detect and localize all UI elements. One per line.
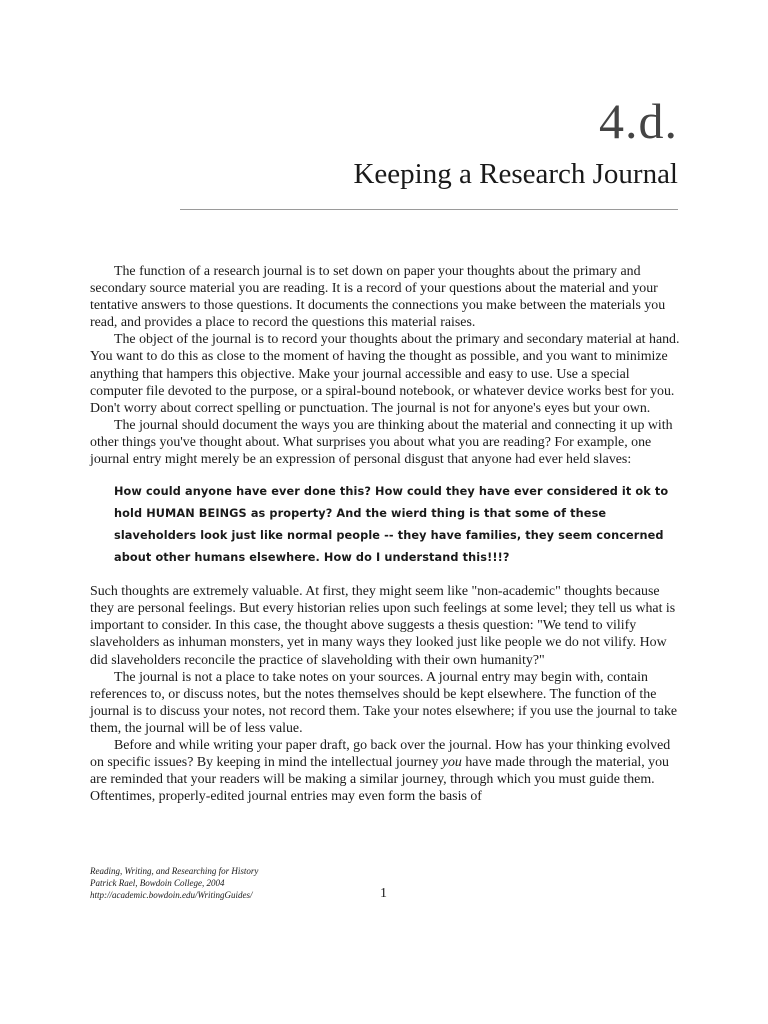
- footer-credits: [90, 865, 258, 901]
- footer-book-title: Reading, Writing, and Researching for History: [90, 866, 259, 876]
- paragraph-6-emphasis: you: [441, 755, 462, 771]
- paragraph-5: The journal is not a place to take notes on your sources. A journal entry may begin with, contain references to, or discuss notes, but the notes themselves should be kept elsewhere. The function of the journal is to discuss your notes, not record them. Take your notes elsewhere; if you use the journal to take them, the journal will be of less value.: [90, 669, 678, 736]
- paragraph-6: [90, 737, 680, 805]
- paragraph-6-start: Before and while writing your paper draft, go back over the journal. How has your thinking evolved on specific issues? By keeping in mind the intellectual journey: [90, 737, 671, 771]
- title-divider: [180, 209, 678, 210]
- paragraph-6-end: have made through the material, you are reminded that your readers will be making a similar journey, through which you must guide them. Oftentimes, properly-edited journal entries may even form the basis of: [90, 755, 670, 805]
- paragraph-1: The function of a research journal is to set down on paper your thoughts about the primary and secondary source material you are reading. It is a record of your questions about the material and your tentative answers to those questions. It documents the connections you make between the materials you read, and provides a place to record the questions this material raises.: [90, 264, 666, 331]
- paragraph-3: The journal should document the ways you are thinking about the material and connecting it up with other things you've thought about. What surprises you about what you are reading? For example, one journal entry might merely be an expression of personal disgust that anyone had ever held slaves:: [90, 417, 673, 468]
- footer-author: Patrick Rael, Bowdoin College, 2004: [90, 878, 225, 888]
- section-number: 4.d.: [599, 93, 678, 149]
- chapter-title: Keeping a Research Journal: [353, 158, 678, 190]
- journal-entry-quote: How could anyone have ever done this? How could they have ever considered it ok to hold HUMAN BEINGS as property? And the wierd thing is that some of these slaveholders look just like normal people -- they have families, they seem concerned about other humans elsewhere. How do I understand this!!!?: [114, 485, 669, 565]
- page-number: 1: [380, 886, 387, 901]
- paragraph-4: Such thoughts are extremely valuable. At first, they might seem like "non-academic" thoughts because they are personal feelings. But every historian relies upon such feelings at some level; they tell us what is important to consider. In this case, the thought above suggests a thesis question: "We tend to vilify slaveholders as inhuman monsters, yet in many ways they looked just like people we do not vilify. How did slaveholders reconcile the practice of slaveholding with their own humanity?": [90, 584, 676, 668]
- paragraph-2: The object of the journal is to record your thoughts about the primary and secondary material at hand. You want to do this as close to the moment of having the thought as possible, and you want to minimize anything that hampers this objective. Make your journal accessible and easy to use. Use a special computer file devoted to the purpose, or a spiral-bound notebook, or whatever device works best for you. Don't worry about correct spelling or punctuation. The journal is not for anyone's eyes but your own.: [90, 332, 680, 416]
- footer-url: http://academic.bowdoin.edu/WritingGuides/: [90, 890, 253, 900]
- body-text: [90, 263, 680, 805]
